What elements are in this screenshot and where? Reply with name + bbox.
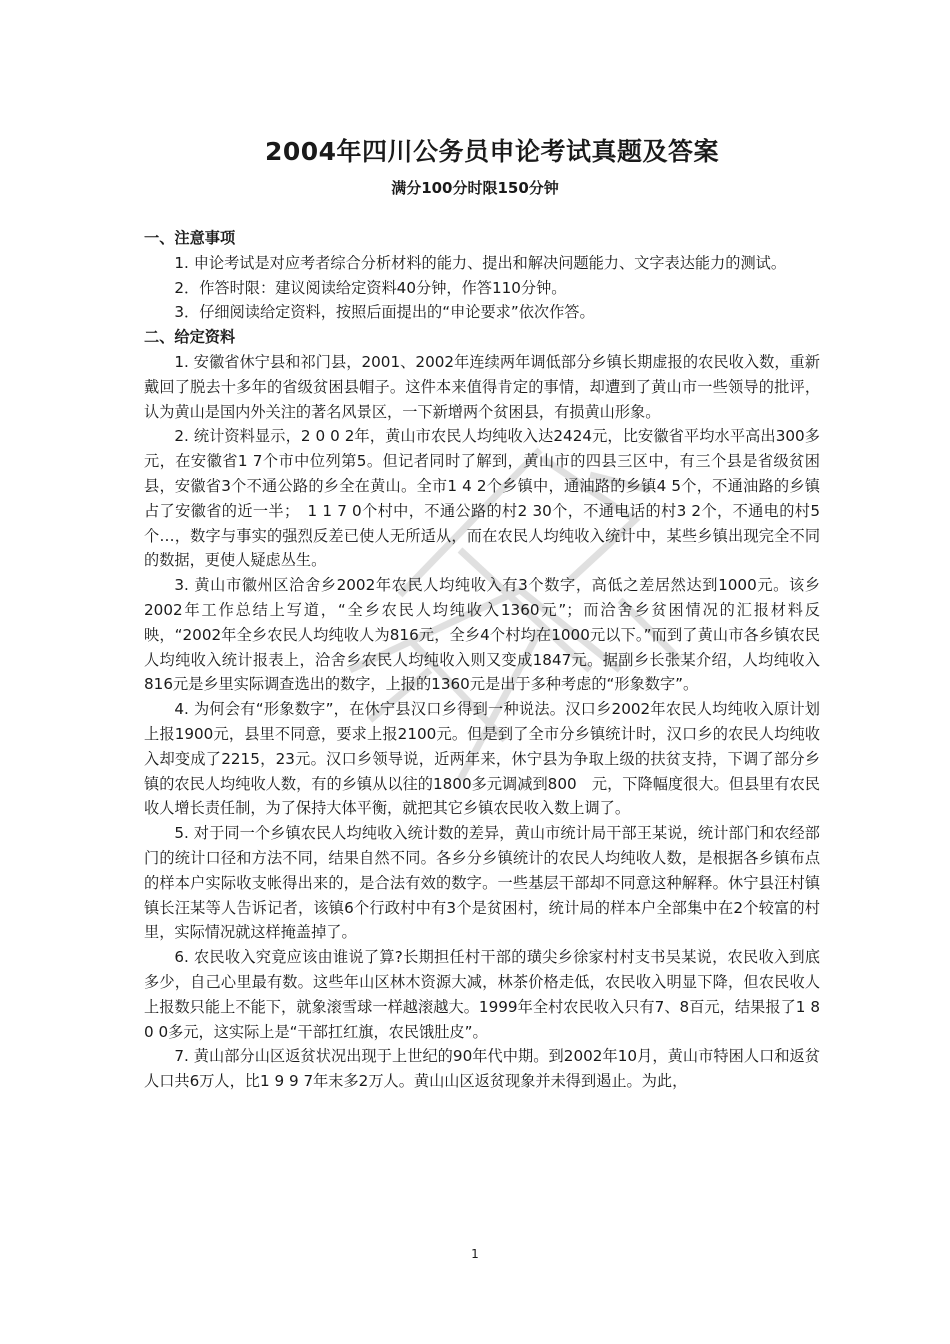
document-title: 2004年四川公务员申论考试真题及答案 (264, 137, 720, 166)
section-heading-notes: 一、注意事项 (144, 229, 236, 247)
notes-item-2: 2．作答时限：建议阅读给定资料40分钟，作答110分钟。 (174, 278, 567, 297)
document-subtitle: 满分100分时限150分钟 (391, 179, 559, 197)
section-heading-materials: 二、给定资料 (144, 328, 236, 347)
document-body (144, 226, 820, 1094)
notes-item-3: 3．仔细阅读给定资料，按照后面提出的“申论要求”依次作答。 (174, 303, 595, 322)
material-paragraph-6: 6. 农民收入究竟应该由谁说了算?长期担任村干部的璜尖乡徐家村村支书吴某说，农民收入到底多少，自己心里最有数。这些年山区林木资源大减，林茶价格走低，农民收入明显下降，但农民收人上报数只能上不能下，就象滚雪球一样越滚越大。1999年全村农民收入只有7、8百元，结果报了1 8 0 0多元，这实际上是“干部扛红旗，农民饿肚皮”。 (144, 948, 820, 1041)
material-paragraph-7: 7. 黄山部分山区返贫状况出现于上世纪的90年代中期。到2002年10月，黄山市特困人口和返贫人口共6万人，比1 9 9 7年末多2万人。黄山山区返贫现象并未得到遏止。为此， (144, 1047, 820, 1091)
page-number: 1 (471, 1247, 479, 1261)
notes-item-1: 1. 申论考试是对应考者综合分析材料的能力、提出和解决问题能力、文字表达能力的测试。 (174, 253, 787, 272)
material-paragraph-2: 2. 统计资料显示，2 0 0 2年，黄山市农民人均纯收入达2424元，比安徽省平均水平高出300多元，在安徽省1 7个市中位列第5。但记者同时了解到，黄山市的四县三区中，有三个县是省级贫困县，安徽省3个不通公路的乡全在黄山。全市1 4 2个乡镇中，通油路的乡镇4 5个，不通油路的乡镇占了安徽省的近一半； 1 1 7 0个村中，不通公路的村2 30个，不通电话的村3 2个，不通电的村5个…，数字与事实的强烈反差已使人无所适从，而在农民人均纯收入统计中，某些乡镇出现完全不同的数据，更使人疑虑丛生。 (144, 427, 820, 570)
material-paragraph-1: 1. 安徽省休宁县和祁门县，2001、2002年连续两年调低部分乡镇长期虚报的农民收入数，重新戴回了脱去十多年的省级贫困县帽子。这件本来值得肯定的事情，却遭到了黄山市一些领导的批评，认为黄山是国内外关注的著名风景区，一下新增两个贫困县，有损黄山形象。 (144, 352, 820, 421)
material-paragraph-3: 3. 黄山市徽州区洽舍乡2002年农民人均纯收入有3个数字，高低之差居然达到1000元。该乡2002年工作总结上写道，“全乡农民人均纯收入1360元”；而洽舍乡贫困情况的汇报材料反映，“2002年全乡农民人均纯收人为816元，全乡4个村均在1000元以下。”而到了黄山市各乡镇农民人均纯收入统计报表上，洽舍乡农民人均纯收入则又变成1847元。据副乡长张某介绍，人均纯收入816元是乡里实际调查选出的数字，上报的1360元是出于多种考虑的“形象数字”。 (144, 576, 820, 694)
material-paragraph-5: 5. 对于同一个乡镇农民人均纯收入统计数的差异，黄山市统计局干部王某说，统计部门和农经部门的统计口径和方法不同，结果自然不同。各乡分乡镇统计的农民人均纯收人数，是根据各乡镇布点的样本户实际收支帐得出来的，是合法有效的数字。一些基层干部却不同意这种解释。休宁县汪村镇镇长汪某等人告诉记者，该镇6个行政村中有3个是贫困村，统计局的样本户全部集中在2个较富的村里，实际情况就这样掩盖掉了。 (144, 824, 820, 942)
material-paragraph-4: 4. 为何会有“形象数字”，在休宁县汉口乡得到一种说法。汉口乡2002年农民人均纯收入原计划上报1900元，县里不同意，要求上报2100元。但是到了全市分乡镇统计时，汉口乡的农民人均纯收入却变成了2215，23元。汉口乡领导说，近两年来，休宁县为争取上级的扶贫支持，下调了部分乡镇的农民人均纯收人数，有的乡镇从以往的1800多元调减到800 元，下降幅度很大。但县里有农民收人增长责任制，为了保持大体平衡，就把其它乡镇农民收入数上调了。 (144, 700, 820, 818)
